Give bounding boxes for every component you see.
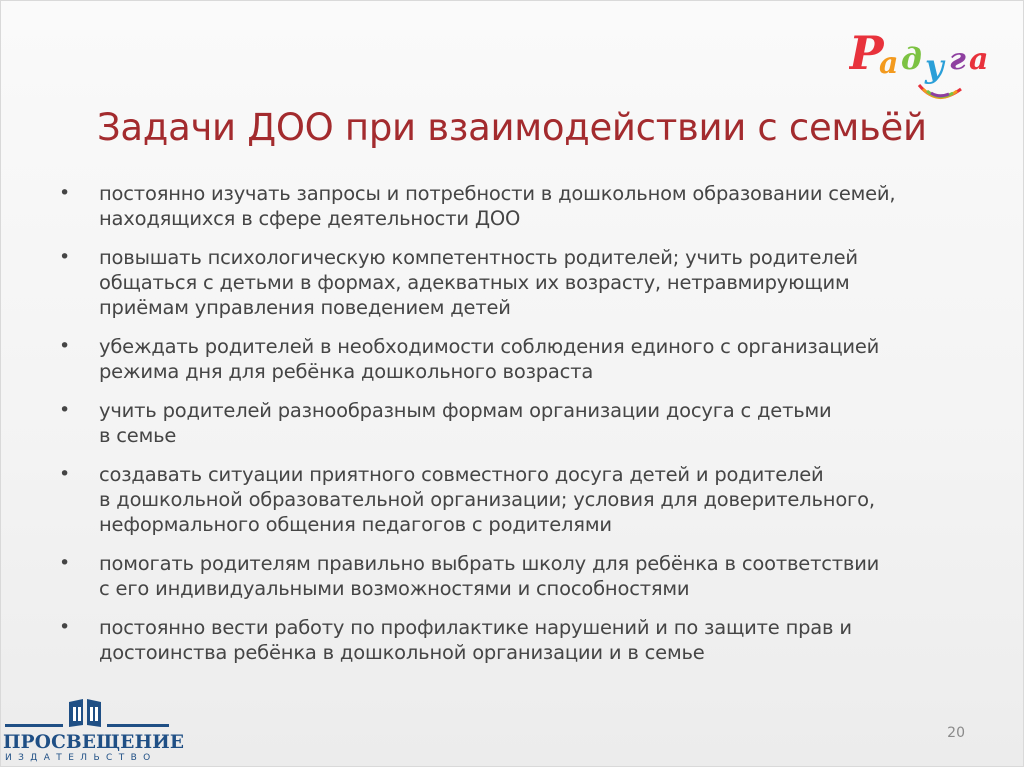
- list-item-text: постоянно изучать запросы и потребности в дошкольном образовании семей, находящихся в сфере деятельности ДОО: [99, 182, 896, 230]
- publisher-name: ПРОСВЕЩЕНИЕ: [3, 732, 185, 753]
- raduga-logo-letter-u: у: [925, 47, 945, 85]
- bullet-icon: •: [59, 616, 71, 638]
- raduga-logo-letter-a: а: [879, 46, 899, 81]
- bullet-icon: •: [59, 463, 71, 485]
- slide-title: Задачи ДОО при взаимодействии с семьёй: [97, 106, 927, 149]
- raduga-logo-swirl-icon: [919, 85, 961, 98]
- page-number: 20: [947, 725, 965, 741]
- raduga-logo: [849, 7, 1009, 111]
- list-item-text: убеждать родителей в необходимости соблюдения единого с организацией режима дня для ребёнка дошкольного возраста: [99, 335, 880, 383]
- publisher-logo: [1, 691, 185, 767]
- publisher-rule-right: [107, 724, 169, 727]
- task-list: [59, 181, 979, 679]
- list-item-text: повышать психологическую компетентность родителей; учить родителей общаться с детьми в формах, адекватных их возрасту, нетравмирующим приёмам управления поведением детей: [99, 246, 858, 319]
- list-item-text: учить родителей разнообразным формам организации досуга с детьми в семье: [99, 399, 832, 447]
- raduga-logo-letter-g: г: [949, 42, 966, 77]
- list-item-text: помогать родителям правильно выбрать школу для ребёнка в соответствии с его индивидуальными возможностями и способностями: [99, 552, 880, 600]
- list-item-text: постоянно вести работу по профилактике нарушений и по защите прав и достоинства ребёнка в дошкольной организации и в семье: [99, 616, 852, 664]
- list-item: [59, 615, 979, 665]
- bullet-icon: •: [59, 182, 71, 204]
- list-item-text: создавать ситуации приятного совместного досуга детей и родителей в дошкольной образовательной организации; условия для доверительного, неформального общения педагогов с родителями: [99, 463, 875, 536]
- publisher-subtitle: ИЗДАТЕЛЬСТВО: [5, 753, 157, 763]
- list-item: [59, 181, 979, 231]
- bullet-icon: •: [59, 246, 71, 268]
- list-item: [59, 462, 979, 537]
- raduga-logo-letter-a2: а: [969, 42, 989, 77]
- book-building-icon: [67, 698, 103, 728]
- list-item: [59, 551, 979, 601]
- bullet-icon: •: [59, 399, 71, 421]
- bullet-icon: •: [59, 335, 71, 357]
- publisher-rule-left: [5, 724, 63, 727]
- list-item: [59, 245, 979, 320]
- list-item: [59, 398, 979, 448]
- list-item: [59, 334, 979, 384]
- bullet-icon: •: [59, 552, 71, 574]
- raduga-logo-letter-r: Р: [849, 26, 884, 80]
- raduga-logo-letter-d: д: [901, 42, 922, 77]
